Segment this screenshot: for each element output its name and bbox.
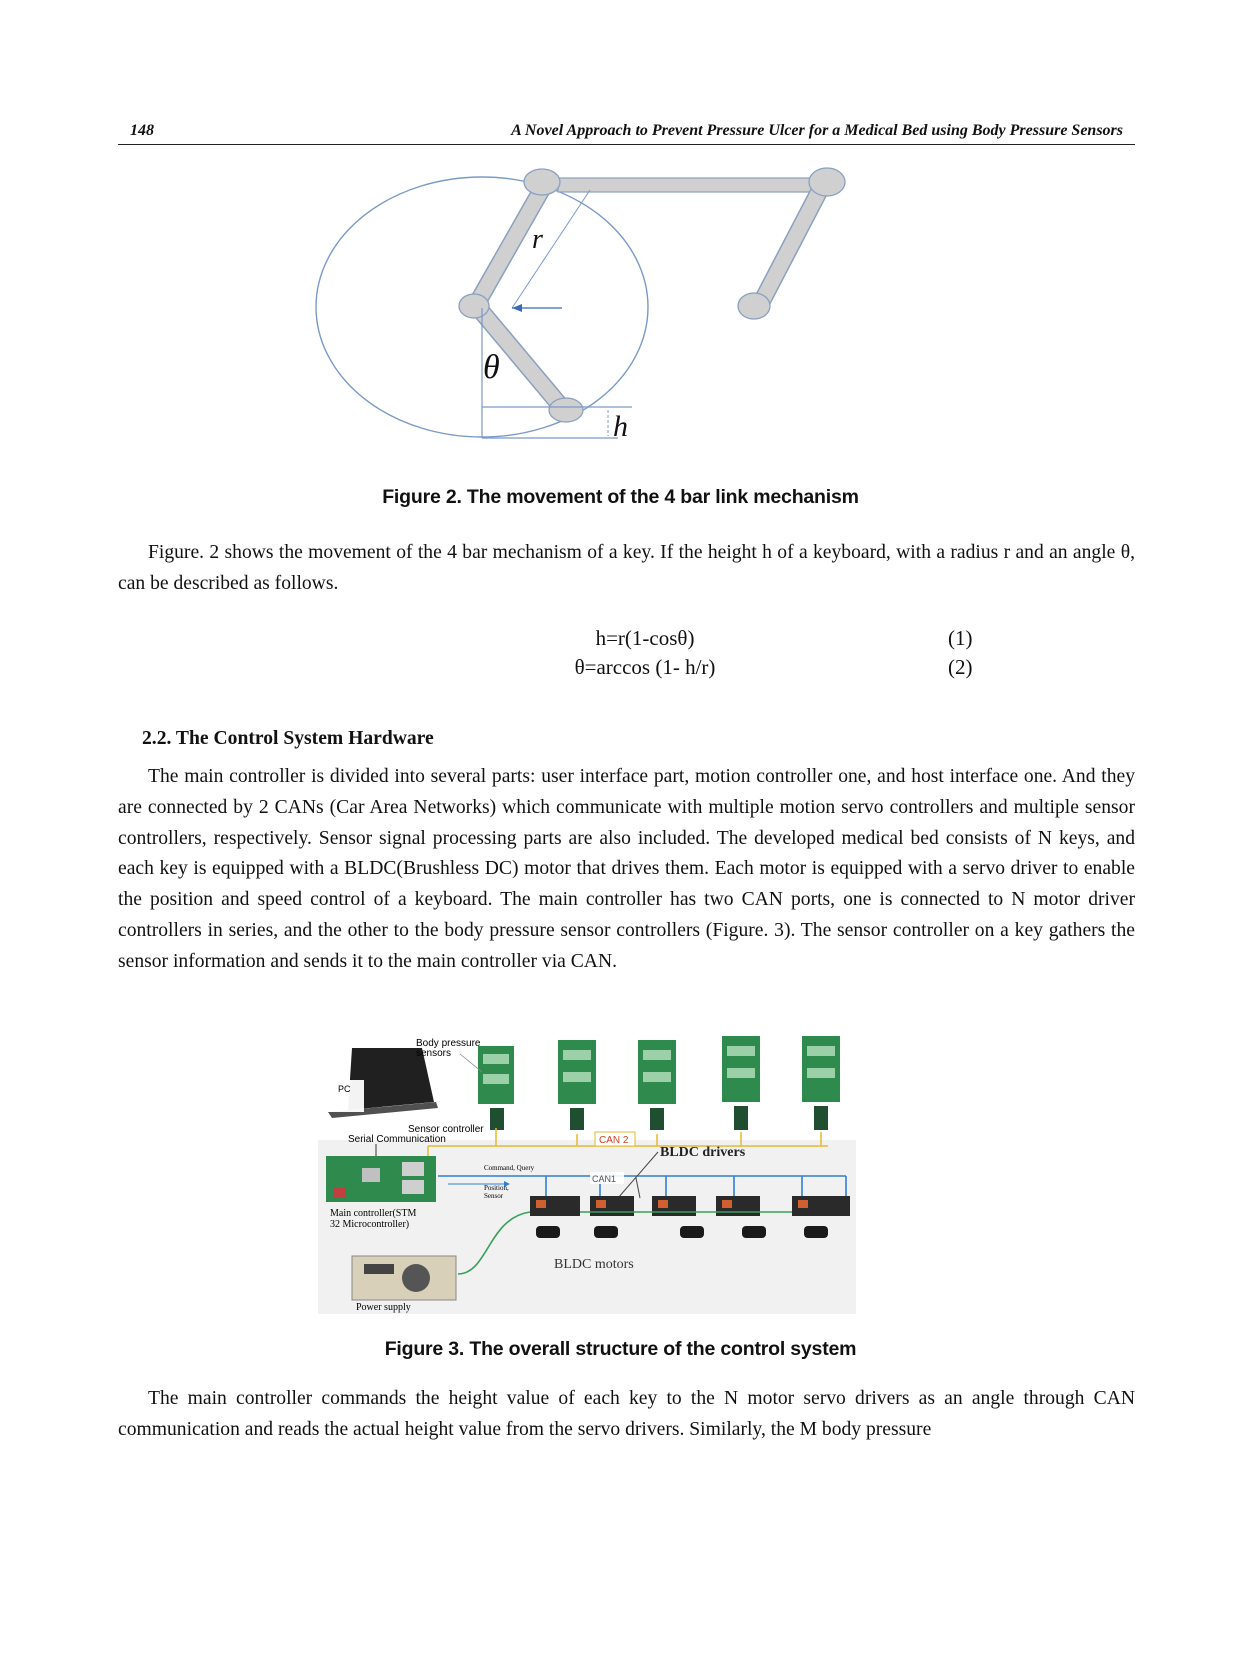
paragraph-3: The main controller commands the height value of each key to the N motor servo drivers as an angle through CAN communication and reads the actual height value from the servo drivers. Similarly, the M body pressure — [118, 1388, 1135, 1440]
sensor-modules — [478, 1036, 840, 1130]
running-header — [118, 118, 1135, 145]
label-sensor: Sensor — [484, 1192, 504, 1200]
figure-3-diagram — [318, 1028, 858, 1316]
label-can2: CAN 2 — [599, 1135, 629, 1146]
label-theta: θ — [483, 349, 500, 386]
figure-2-caption: Figure 2. The movement of the 4 bar link mechanism — [382, 486, 859, 508]
equation-2: θ=arccos (1- h/r) — [574, 655, 716, 679]
joint-bottom-right — [738, 293, 770, 319]
label-pc: PC — [338, 1084, 351, 1094]
label-r: r — [532, 224, 543, 255]
paragraph-1: Figure. 2 shows the movement of the 4 bar mechanism of a key. If the height h of a keyboard, with a radius r and an angle θ, can be described as follows. — [118, 542, 1135, 594]
label-bldc-motors: BLDC motors — [554, 1257, 634, 1272]
label-main-controller-2: 32 Microcontroller) — [330, 1219, 410, 1230]
label-serial-communication: Serial Communication — [348, 1134, 446, 1145]
label-bldc-drivers: BLDC drivers — [660, 1145, 746, 1160]
label-body-pressure: Body pressure — [416, 1038, 481, 1049]
page-number: 148 — [130, 122, 154, 139]
label-can1: CAN1 — [592, 1174, 617, 1184]
section-heading: 2.2. The Control System Hardware — [142, 728, 434, 749]
running-title: A Novel Approach to Prevent Pressure Ulcer for a Medical Bed using Body Pressure Sensors — [511, 122, 1123, 139]
label-h: h — [613, 410, 628, 443]
figure-3-caption: Figure 3. The overall structure of the control system — [384, 1338, 857, 1360]
joint-top-right — [809, 168, 845, 196]
figure-2-diagram — [300, 160, 880, 460]
joint-bottom — [549, 398, 583, 422]
equation-1-number: (1) — [948, 626, 973, 650]
equation-1: h=r(1-cosθ) — [595, 626, 695, 650]
label-sensor-controller: Sensor controller — [408, 1124, 484, 1135]
paragraph-2: The main controller is divided into several parts: user interface part, motion controller one, and host interface one. And they are connected by 2 CANs (Car Area Networks) which communicate with multiple motion servo controllers and multiple sensor controllers, respectively. Sensor signal processing parts are also included. The developed medical bed consists of N keys, and each key is equipped with a BLDC(Brushless DC) motor that drives them. Each motor is equipped with a servo driver to enable the position and speed control of a keyboard. The main controller has two CAN ports, one is connected to N motor driver controllers in series, and the other to the body pressure sensor controllers (Figure. 3). The sensor controller on a key gathers the sensor information and sends it to the main controller via CAN. — [118, 766, 1135, 972]
label-sensors: sensors — [416, 1048, 452, 1059]
joint-top-left — [524, 169, 560, 195]
bldc-drivers-row — [530, 1196, 850, 1216]
joint-middle — [459, 294, 489, 318]
label-main-controller-1: Main controller(STM — [330, 1208, 417, 1219]
label-position: Position, — [484, 1184, 509, 1192]
label-command-query: Command, Query — [484, 1164, 535, 1172]
equation-2-number: (2) — [948, 655, 973, 679]
label-power-supply: Power supply — [356, 1302, 411, 1313]
top-link-bar — [558, 178, 814, 192]
